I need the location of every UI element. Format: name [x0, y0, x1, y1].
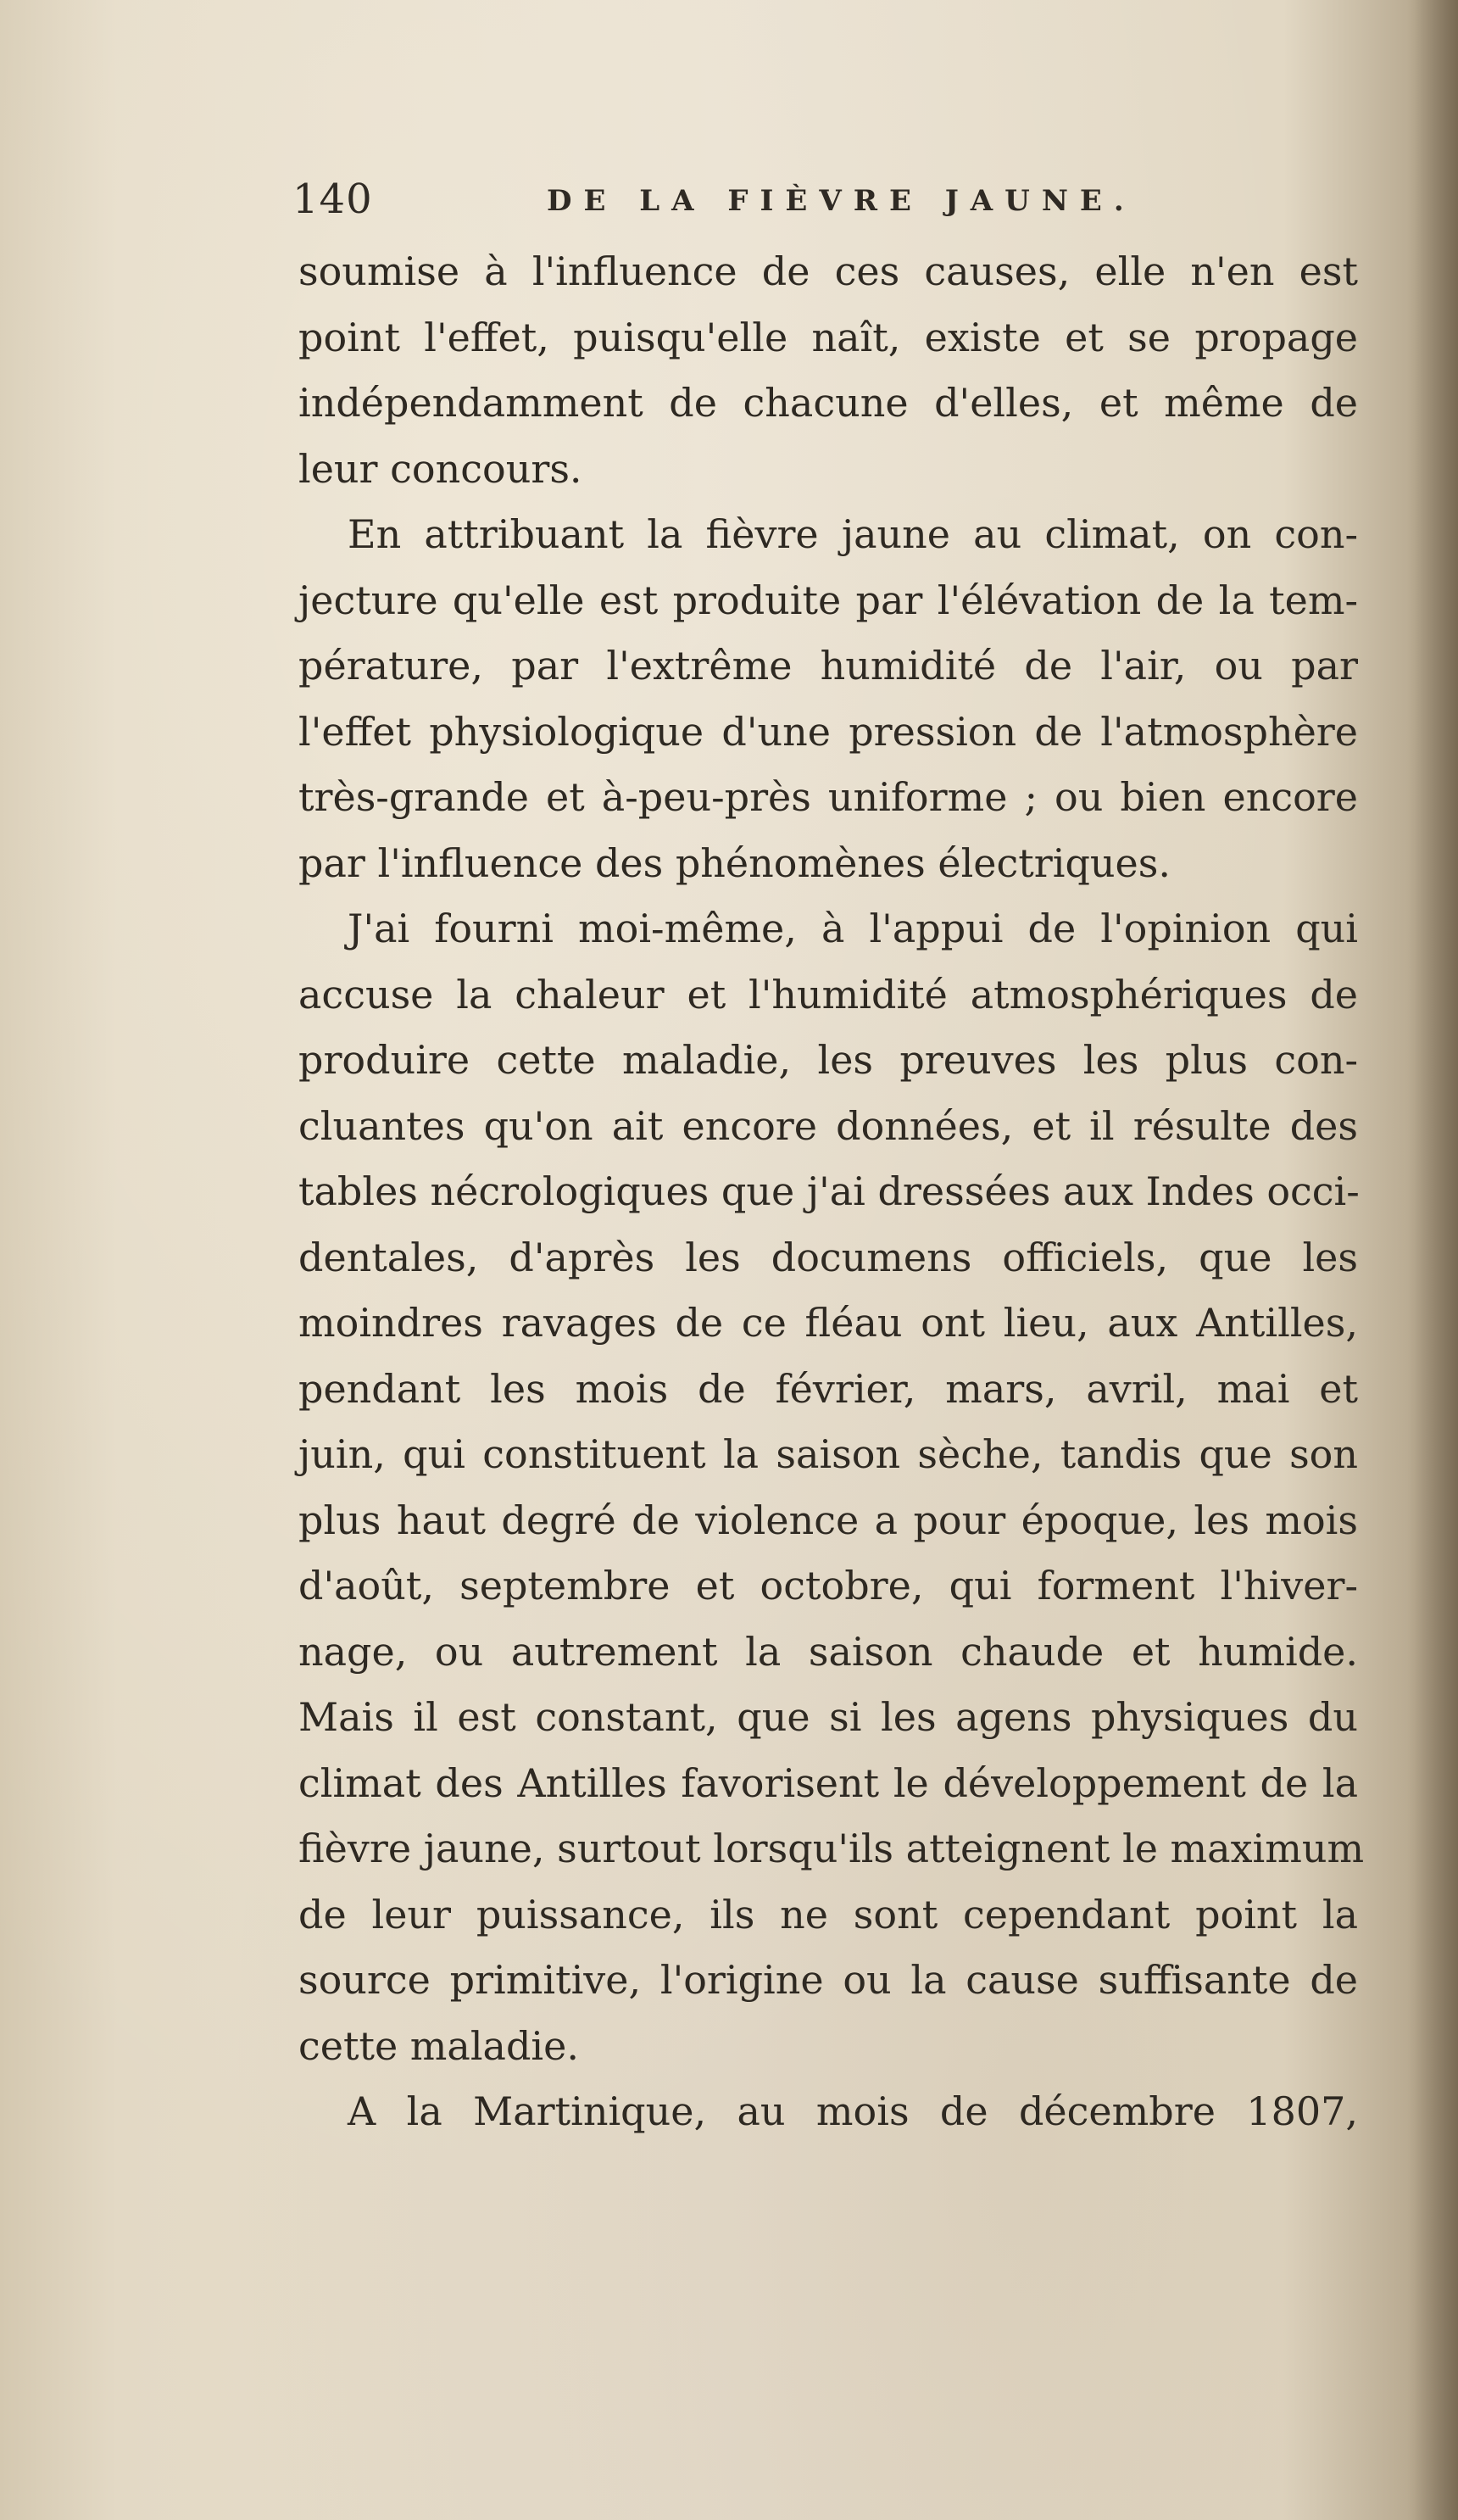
- text-line: source primitive, l'origine ou la cause suffisante de: [298, 1957, 1358, 2003]
- text-line: accuse la chaleur et l'humidité atmosphériques de: [298, 971, 1358, 1017]
- text-line: par l'influence des phénomènes électriques.: [298, 839, 1171, 886]
- text-line: de leur puissance, ils ne sont cependant point la: [298, 1891, 1358, 1937]
- text-line: fièvre jaune, surtout lorsqu'ils atteignent le maximum: [298, 1826, 1365, 1871]
- body-text: [298, 239, 1365, 2145]
- text-line: dentales, d'après les documens officiels, que les: [298, 1234, 1358, 1280]
- text-line: très-grande et à-peu-près uniforme ; ou bien encore: [298, 774, 1358, 820]
- page-gutter-shadow: [1407, 0, 1458, 2520]
- text-line: produire cette maladie, les preuves les plus con-: [298, 1037, 1358, 1083]
- page-number: 140: [292, 176, 373, 223]
- text-line: En attribuant la fièvre jaune au climat, on con-: [348, 511, 1358, 557]
- running-head: DE LA FIÈVRE JAUNE.: [547, 184, 1136, 218]
- page-header: [292, 174, 1394, 225]
- text-line: pérature, par l'extrême humidité de l'air, ou par: [298, 643, 1358, 689]
- text-line: l'effet physiologique d'une pression de l'atmosphère: [298, 708, 1358, 755]
- text-line: Mais il est constant, que si les agens physiques du: [298, 1694, 1358, 1740]
- text-line: plus haut degré de violence a pour époque, les mois: [298, 1497, 1358, 1543]
- text-line: climat des Antilles favorisent le développement de la: [298, 1759, 1358, 1806]
- text-line: A la Martinique, au mois de décembre 1807,: [348, 2088, 1358, 2134]
- text-line: tables nécrologiques que j'ai dressées aux Indes occi-: [298, 1168, 1360, 1214]
- text-line: indépendamment de chacune d'elles, et même de: [298, 380, 1358, 426]
- text-line: pendant les mois de février, mars, avril, mai et: [298, 1365, 1358, 1412]
- text-line: leur concours.: [298, 445, 582, 492]
- text-line: J'ai fourni moi-même, à l'appui de l'opinion qui: [348, 906, 1358, 951]
- text-line: d'août, septembre et octobre, qui forment l'hiver-: [298, 1563, 1358, 1608]
- text-line: point l'effet, puisqu'elle naît, existe et se propage: [298, 314, 1358, 360]
- text-line: soumise à l'influence de ces causes, elle n'en est: [298, 248, 1358, 294]
- text-line: moindres ravages de ce fléau ont lieu, aux Antilles,: [298, 1300, 1358, 1346]
- text-line: cette maladie.: [298, 2022, 579, 2069]
- text-line: nage, ou autrement la saison chaude et humide.: [298, 1628, 1358, 1675]
- text-line: jecture qu'elle est produite par l'élévation de la tem-: [298, 577, 1358, 623]
- text-line: juin, qui constituent la saison sèche, tandis que son: [298, 1431, 1358, 1477]
- text-line: cluantes qu'on ait encore données, et il résulte des: [298, 1102, 1358, 1149]
